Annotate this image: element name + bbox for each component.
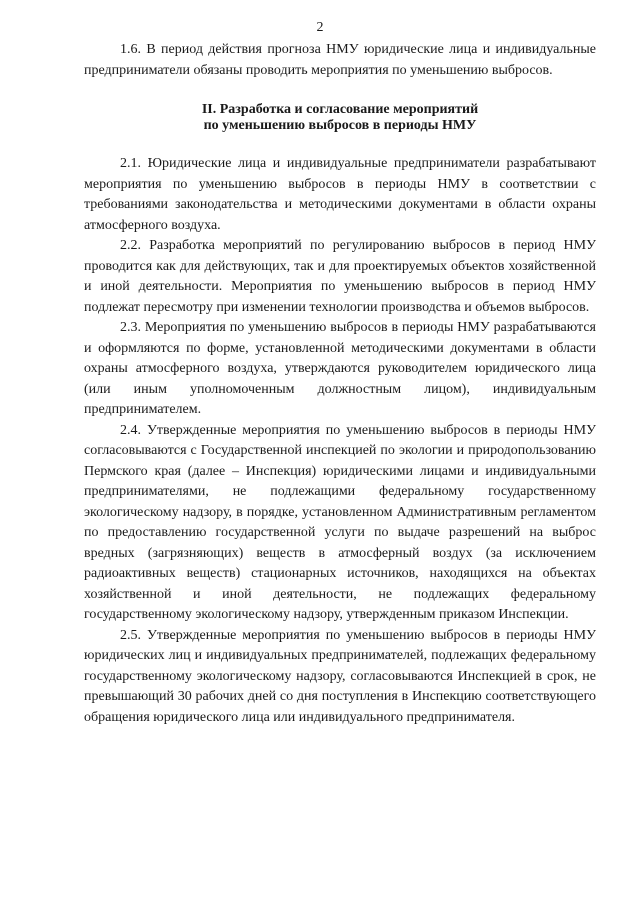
document-body — [84, 40, 596, 728]
paragraph-2-5: 2.5. Утвержденные мероприятия по уменьшению выбросов в периоды НМУ юридических лиц и индивидуальных предпринимателей, подлежащих федеральному государственному экологическому надзору, согласовываются Инспекцией в срок, не превышающий 30 рабочих дней со дня поступления в Инспекцию соответствующего обращения юридического лица или индивидуального предпринимателя. — [84, 627, 596, 725]
page-number: 2 — [316, 20, 324, 35]
paragraph-2-4: 2.4. Утвержденные мероприятия по уменьшению выбросов в периоды НМУ согласовываются с Государственной инспекцией по экологии и природопользованию Пермского края (далее – Инспекция) юридическими лицами и индивидуальными предпринимателями, не подлежащими федеральному государственному экологическому надзору, в порядке, установленном Административным регламентом по предоставлению государственной услуги по выдаче разрешений на выброс вредных (загрязняющих) веществ в атмосферный воздух (за исключением радиоактивных веществ) стационарных источников, находящихся на объектах хозяйственной и иной деятельности, не подлежащих федеральному государственному экологическому надзору, утвержденным приказом Инспекции. — [84, 422, 596, 622]
paragraph-1-6: 1.6. В период действия прогноза НМУ юридические лица и индивидуальные предприниматели обязаны проводить мероприятия по уменьшению выбросов. — [84, 42, 596, 78]
section-heading — [84, 102, 596, 134]
paragraph-2-3: 2.3. Мероприятия по уменьшению выбросов в периоды НМУ разрабатываются и оформляются по форме, установленной методическими документами в области охраны атмосферного воздуха, утверждаются руководителем юридического лица (или иным уполномоченным должностным лицом), индивидуальным предпринимателем. — [84, 320, 596, 417]
paragraph-2-1: 2.1. Юридические лица и индивидуальные предприниматели разрабатывают мероприятия по уменьшению выбросов в периоды НМУ в соответствии с требованиями законодательства и методическими документами в области охраны атмосферного воздуха. — [84, 156, 596, 233]
section-heading-line-1: II. Разработка и согласование мероприятий — [201, 102, 479, 117]
section-heading-line-2: по уменьшению выбросов в периоды НМУ — [203, 118, 477, 133]
paragraph-2-2: 2.2. Разработка мероприятий по регулированию выбросов в период НМУ проводится как для действующих, так и для проектируемых объектов хозяйственной и иной деятельности. Мероприятия по уменьшению выбросов в период НМУ подлежат пересмотру при изменении технологии производства и объемов выбросов. — [84, 238, 596, 315]
